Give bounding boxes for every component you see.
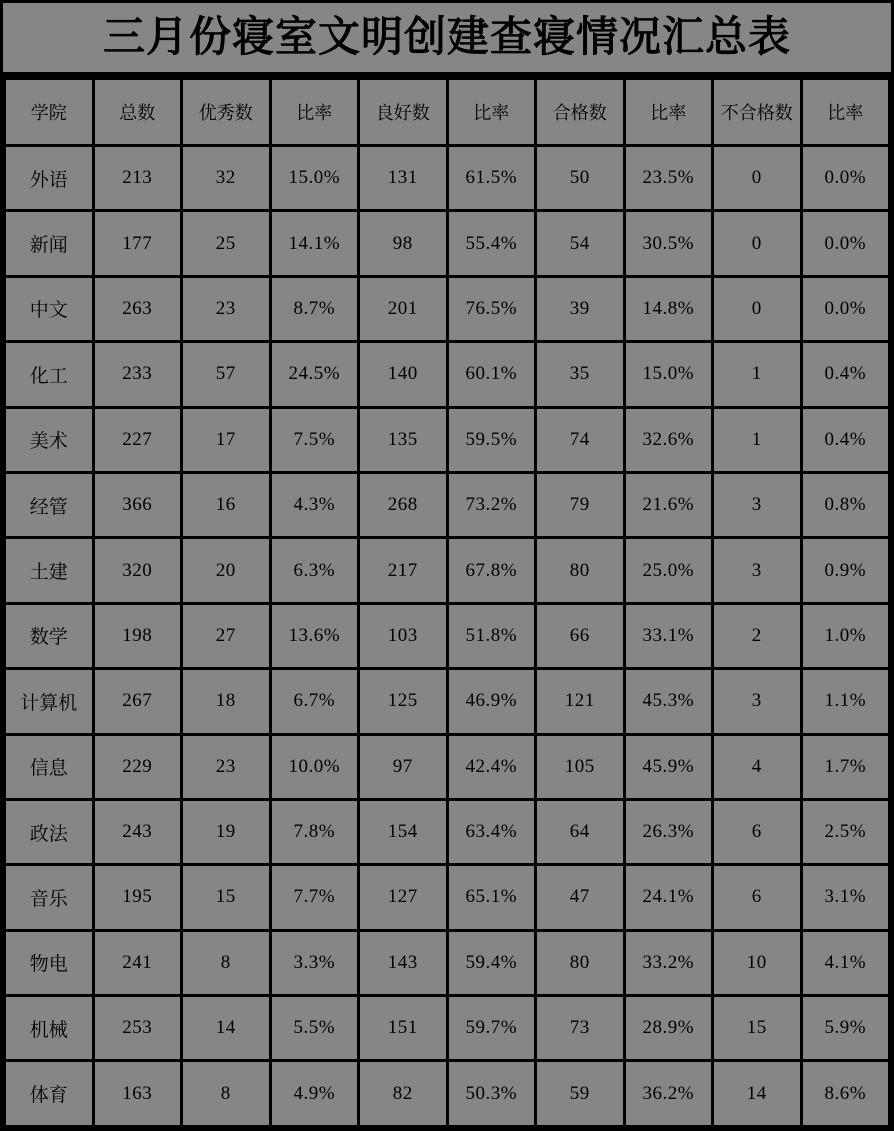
cell-total: 241 [93,930,182,995]
cell-total: 263 [93,276,182,341]
cell-excellent: 14 [182,996,271,1061]
summary-table [3,77,891,1128]
cell-good: 125 [359,669,448,734]
cell-excellent: 23 [182,276,271,341]
cell-qualified: 47 [536,865,625,930]
table-row [5,211,890,276]
cell-good-rate: 46.9% [447,669,536,734]
cell-total: 320 [93,538,182,603]
cell-good-rate: 60.1% [447,342,536,407]
cell-excellent-rate: 7.8% [270,799,359,864]
cell-good: 127 [359,865,448,930]
cell-unqualified-rate: 0.8% [801,472,890,537]
cell-unqualified-rate: 5.9% [801,996,890,1061]
column-header-unqualified-rate: 比率 [801,79,890,146]
cell-good: 131 [359,146,448,211]
cell-excellent-rate: 8.7% [270,276,359,341]
cell-qualified-rate: 32.6% [624,407,713,472]
cell-good-rate: 42.4% [447,734,536,799]
table-row [5,865,890,930]
cell-good-rate: 76.5% [447,276,536,341]
cell-excellent: 8 [182,930,271,995]
title-band [3,3,891,77]
cell-excellent-rate: 15.0% [270,146,359,211]
cell-qualified: 64 [536,799,625,864]
table-wrap [3,77,891,1128]
cell-excellent-rate: 3.3% [270,930,359,995]
cell-excellent-rate: 7.5% [270,407,359,472]
cell-college: 物电 [5,930,94,995]
table-row [5,538,890,603]
cell-qualified-rate: 25.0% [624,538,713,603]
cell-good: 135 [359,407,448,472]
cell-college: 土建 [5,538,94,603]
cell-unqualified-rate: 8.6% [801,1061,890,1127]
cell-qualified-rate: 30.5% [624,211,713,276]
table-body [5,146,890,1127]
cell-good-rate: 59.5% [447,407,536,472]
cell-excellent-rate: 13.6% [270,603,359,668]
cell-unqualified-rate: 0.4% [801,342,890,407]
cell-good: 97 [359,734,448,799]
cell-good-rate: 65.1% [447,865,536,930]
table-row [5,996,890,1061]
cell-qualified-rate: 36.2% [624,1061,713,1127]
cell-good: 201 [359,276,448,341]
cell-good-rate: 67.8% [447,538,536,603]
cell-total: 253 [93,996,182,1061]
column-header-unqualified: 不合格数 [713,79,802,146]
cell-unqualified: 2 [713,603,802,668]
cell-qualified: 50 [536,146,625,211]
cell-unqualified-rate: 1.0% [801,603,890,668]
cell-good-rate: 55.4% [447,211,536,276]
cell-unqualified-rate: 1.1% [801,669,890,734]
cell-qualified-rate: 14.8% [624,276,713,341]
cell-unqualified: 0 [713,276,802,341]
cell-unqualified: 6 [713,865,802,930]
cell-total: 213 [93,146,182,211]
cell-excellent: 15 [182,865,271,930]
cell-good-rate: 73.2% [447,472,536,537]
cell-qualified-rate: 23.5% [624,146,713,211]
column-header-excellent-rate: 比率 [270,79,359,146]
cell-qualified-rate: 45.3% [624,669,713,734]
table-row [5,1061,890,1127]
cell-unqualified: 3 [713,669,802,734]
cell-college: 机械 [5,996,94,1061]
cell-total: 243 [93,799,182,864]
cell-excellent: 32 [182,146,271,211]
cell-qualified: 39 [536,276,625,341]
cell-excellent-rate: 6.7% [270,669,359,734]
cell-excellent-rate: 4.3% [270,472,359,537]
cell-excellent-rate: 4.9% [270,1061,359,1127]
header-row [5,79,890,146]
cell-unqualified-rate: 0.9% [801,538,890,603]
cell-excellent: 18 [182,669,271,734]
cell-unqualified: 4 [713,734,802,799]
table-row [5,146,890,211]
cell-college: 中文 [5,276,94,341]
cell-college: 数学 [5,603,94,668]
cell-qualified-rate: 24.1% [624,865,713,930]
cell-good: 217 [359,538,448,603]
column-header-excellent: 优秀数 [182,79,271,146]
table-row [5,342,890,407]
cell-excellent-rate: 6.3% [270,538,359,603]
cell-unqualified: 6 [713,799,802,864]
cell-excellent: 27 [182,603,271,668]
cell-qualified: 74 [536,407,625,472]
cell-college: 外语 [5,146,94,211]
cell-excellent: 23 [182,734,271,799]
cell-college: 音乐 [5,865,94,930]
cell-qualified: 80 [536,538,625,603]
column-header-qualified-rate: 比率 [624,79,713,146]
cell-unqualified: 1 [713,342,802,407]
cell-unqualified-rate: 4.1% [801,930,890,995]
cell-unqualified-rate: 2.5% [801,799,890,864]
cell-total: 163 [93,1061,182,1127]
cell-qualified: 80 [536,930,625,995]
table-row [5,407,890,472]
cell-college: 信息 [5,734,94,799]
cell-good: 154 [359,799,448,864]
cell-good: 151 [359,996,448,1061]
cell-college: 新闻 [5,211,94,276]
cell-excellent-rate: 24.5% [270,342,359,407]
column-header-qualified: 合格数 [536,79,625,146]
cell-excellent: 57 [182,342,271,407]
cell-excellent: 19 [182,799,271,864]
cell-excellent: 17 [182,407,271,472]
cell-qualified: 121 [536,669,625,734]
cell-unqualified: 14 [713,1061,802,1127]
cell-total: 227 [93,407,182,472]
column-header-good: 良好数 [359,79,448,146]
cell-good-rate: 51.8% [447,603,536,668]
cell-good: 140 [359,342,448,407]
cell-good-rate: 63.4% [447,799,536,864]
cell-good: 98 [359,211,448,276]
table-row [5,930,890,995]
cell-unqualified: 15 [713,996,802,1061]
cell-unqualified-rate: 3.1% [801,865,890,930]
table-row [5,669,890,734]
cell-college: 计算机 [5,669,94,734]
cell-qualified-rate: 15.0% [624,342,713,407]
cell-total: 198 [93,603,182,668]
cell-qualified: 35 [536,342,625,407]
cell-qualified-rate: 28.9% [624,996,713,1061]
cell-qualified-rate: 21.6% [624,472,713,537]
cell-good: 268 [359,472,448,537]
cell-qualified-rate: 45.9% [624,734,713,799]
cell-total: 267 [93,669,182,734]
cell-excellent: 8 [182,1061,271,1127]
cell-qualified: 59 [536,1061,625,1127]
cell-unqualified: 3 [713,538,802,603]
cell-total: 233 [93,342,182,407]
cell-good-rate: 61.5% [447,146,536,211]
cell-good-rate: 50.3% [447,1061,536,1127]
cell-unqualified-rate: 0.0% [801,276,890,341]
cell-unqualified-rate: 0.4% [801,407,890,472]
cell-excellent-rate: 10.0% [270,734,359,799]
table-row [5,603,890,668]
table-row [5,472,890,537]
cell-excellent: 20 [182,538,271,603]
cell-unqualified: 1 [713,407,802,472]
cell-qualified: 105 [536,734,625,799]
table-row [5,276,890,341]
cell-college: 政法 [5,799,94,864]
cell-unqualified: 0 [713,211,802,276]
column-header-good-rate: 比率 [447,79,536,146]
table-row [5,799,890,864]
cell-unqualified-rate: 0.0% [801,211,890,276]
cell-qualified: 54 [536,211,625,276]
cell-unqualified: 3 [713,472,802,537]
cell-qualified: 79 [536,472,625,537]
cell-total: 177 [93,211,182,276]
cell-excellent-rate: 7.7% [270,865,359,930]
cell-good: 143 [359,930,448,995]
cell-qualified-rate: 33.2% [624,930,713,995]
cell-qualified: 73 [536,996,625,1061]
cell-good-rate: 59.4% [447,930,536,995]
cell-unqualified-rate: 1.7% [801,734,890,799]
cell-total: 366 [93,472,182,537]
cell-good: 82 [359,1061,448,1127]
cell-unqualified-rate: 0.0% [801,146,890,211]
cell-total: 229 [93,734,182,799]
cell-college: 化工 [5,342,94,407]
column-header-total: 总数 [93,79,182,146]
cell-excellent-rate: 14.1% [270,211,359,276]
cell-excellent: 16 [182,472,271,537]
cell-qualified: 66 [536,603,625,668]
cell-qualified-rate: 33.1% [624,603,713,668]
cell-excellent: 25 [182,211,271,276]
cell-qualified-rate: 26.3% [624,799,713,864]
page-title: 三月份寝室文明创建查寝情况汇总表 [102,14,791,61]
cell-unqualified: 0 [713,146,802,211]
column-header-college: 学院 [5,79,94,146]
cell-good-rate: 59.7% [447,996,536,1061]
cell-college: 经管 [5,472,94,537]
cell-college: 美术 [5,407,94,472]
cell-total: 195 [93,865,182,930]
cell-unqualified: 10 [713,930,802,995]
cell-excellent-rate: 5.5% [270,996,359,1061]
cell-good: 103 [359,603,448,668]
table-row [5,734,890,799]
cell-college: 体育 [5,1061,94,1127]
